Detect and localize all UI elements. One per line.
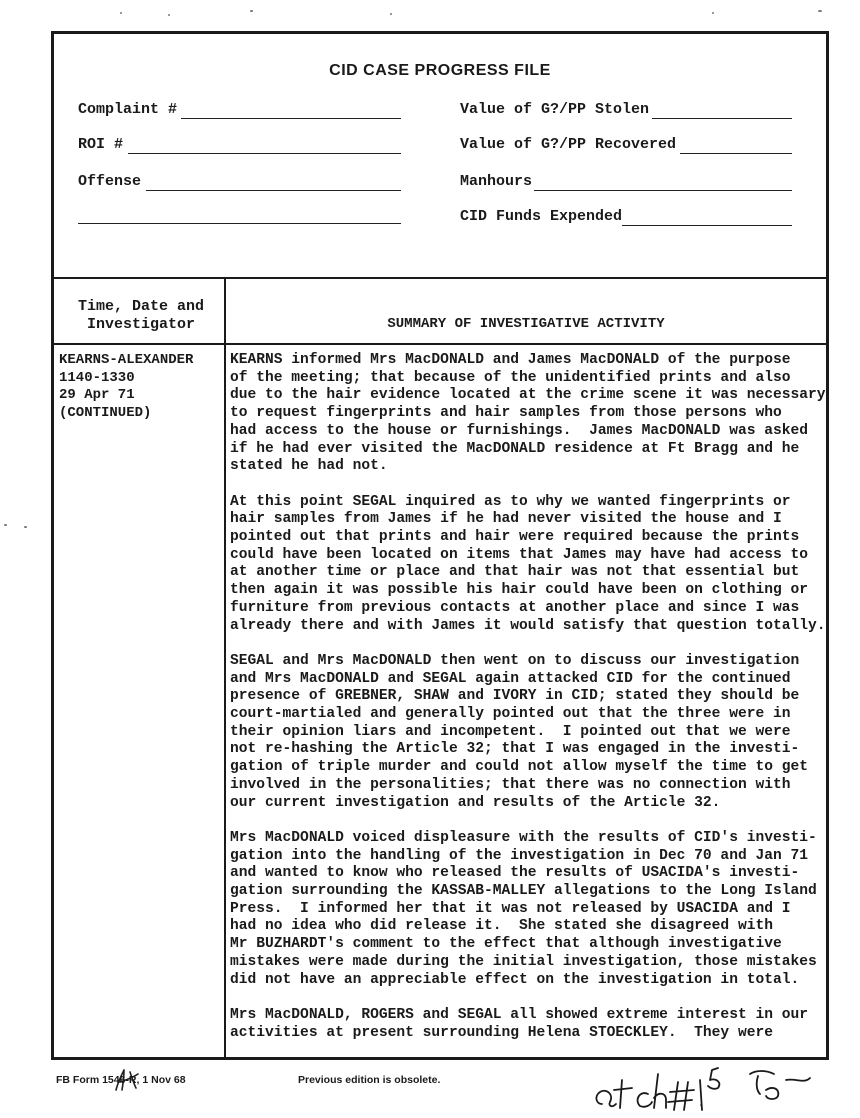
complaint-label: Complaint # — [78, 101, 178, 118]
summary-paragraph: SEGAL and Mrs MacDONALD then went on to discuss our investigation and Mrs MacDONALD and SEGAL again attacked CID for the continued presence of GREBNER, SHAW and IVORY in CID; stated they should be court-martialed and generally pointed out that the three were in their opinion liars and incompetent. I pointed out that we were not re-hashing the Article 32; that I was engaged in the investi- gation of triple murder and could not allow myself the time to get involved in the personalities; that there was no connection with our current investigation and results of the Article 32. — [230, 652, 809, 811]
entry-status: (CONTINUED) — [59, 404, 152, 421]
scan-speck — [24, 526, 27, 528]
roi-label: ROI # — [78, 136, 124, 153]
scan-speck — [390, 13, 392, 15]
form-title: CID CASE PROGRESS FILE — [329, 62, 551, 79]
scan-speck — [712, 12, 714, 14]
scan-speck — [168, 14, 170, 16]
summary-paragraph: At this point SEGAL inquired as to why we wanted fingerprints or hair samples from James if he had never visited the house and I pointed out that prints and hair were required because the prints could have been located on items that James may have had access to at another time or place and that hair was not that essential but then again it was possible his hair could have been on clothing or furniture from previous contacts at another place and since I was already there and with James it would satisfy that question totally. — [230, 493, 826, 634]
value-stolen-label: Value of G?/PP Stolen — [460, 101, 650, 118]
roi-field-line — [128, 153, 401, 154]
offense-field-line — [146, 190, 401, 191]
table-top-rule — [54, 277, 826, 279]
scan-speck — [120, 12, 122, 14]
complaint-field-line — [181, 118, 401, 119]
handwritten-attachment-note — [590, 1060, 830, 1116]
case-progress-form — [51, 31, 829, 1060]
offense-continuation-line — [78, 223, 401, 224]
table-column-divider — [224, 279, 226, 1057]
summary-paragraph: Mrs MacDONALD voiced displeasure with the results of CID's investi- gation into the handling of the investigation in Dec 70 and Jan 71 and wanted to know who released the results of USACIDA's investi- gation surrounding the KASSAB-MALLEY allegations to the Long Island Press. I informed her that it was not released by USACIDA and I had no idea who did release it. She stated she disagreed with Mr BUZHARDT's comment to the effect that although investigative mistakes were made during the initial investigation, those mistakes did not have an appreciable effect on the investigation in total. — [230, 829, 817, 988]
funds-expended-label: CID Funds Expended — [460, 208, 623, 225]
time-date-investigator-header — [62, 298, 220, 334]
investigative-summary — [230, 352, 826, 1060]
value-recovered-label: Value of G?/PP Recovered — [460, 136, 677, 153]
header-bottom-rule — [54, 343, 826, 345]
summary-paragraph: Mrs MacDONALD, ROGERS and SEGAL all showed extreme interest in our activities at present surrounding Helena STOECKLEY. They were — [230, 1006, 809, 1041]
value-stolen-field-line — [652, 118, 792, 119]
form-number: FB Form 1546-R, 1 Nov 68 — [56, 1074, 186, 1086]
scan-speck — [4, 524, 7, 526]
edition-note: Previous edition is obsolete. — [298, 1074, 441, 1086]
value-recovered-field-line — [680, 153, 792, 154]
entry-investigators: KEARNS-ALEXANDER — [59, 352, 194, 368]
manhours-label: Manhours — [460, 173, 533, 190]
summary-header: SUMMARY OF INVESTIGATIVE ACTIVITY — [387, 316, 665, 332]
scan-speck — [818, 10, 822, 12]
entry-metadata — [59, 352, 221, 422]
funds-expended-field-line — [622, 225, 792, 226]
header-line-1: Time, Date and — [77, 298, 205, 315]
manhours-field-line — [534, 190, 792, 191]
summary-paragraph: KEARNS informed Mrs MacDONALD and James MacDONALD of the purpose of the meeting; that because of the unidentified prints and also due to the hair evidence located at the crime scene it was necessary to request fingerprints and hair samples from those persons who had access to the house or furnishings. James MacDONALD was asked if he had ever visited the MacDONALD residence at Ft Bragg and he stated he had not. — [230, 352, 826, 475]
scan-speck — [250, 10, 253, 12]
offense-label: Offense — [78, 173, 142, 190]
header-line-2: Investigator — [86, 316, 196, 333]
entry-time: 1140-1330 — [59, 369, 135, 386]
entry-date: 29 Apr 71 — [59, 387, 135, 403]
